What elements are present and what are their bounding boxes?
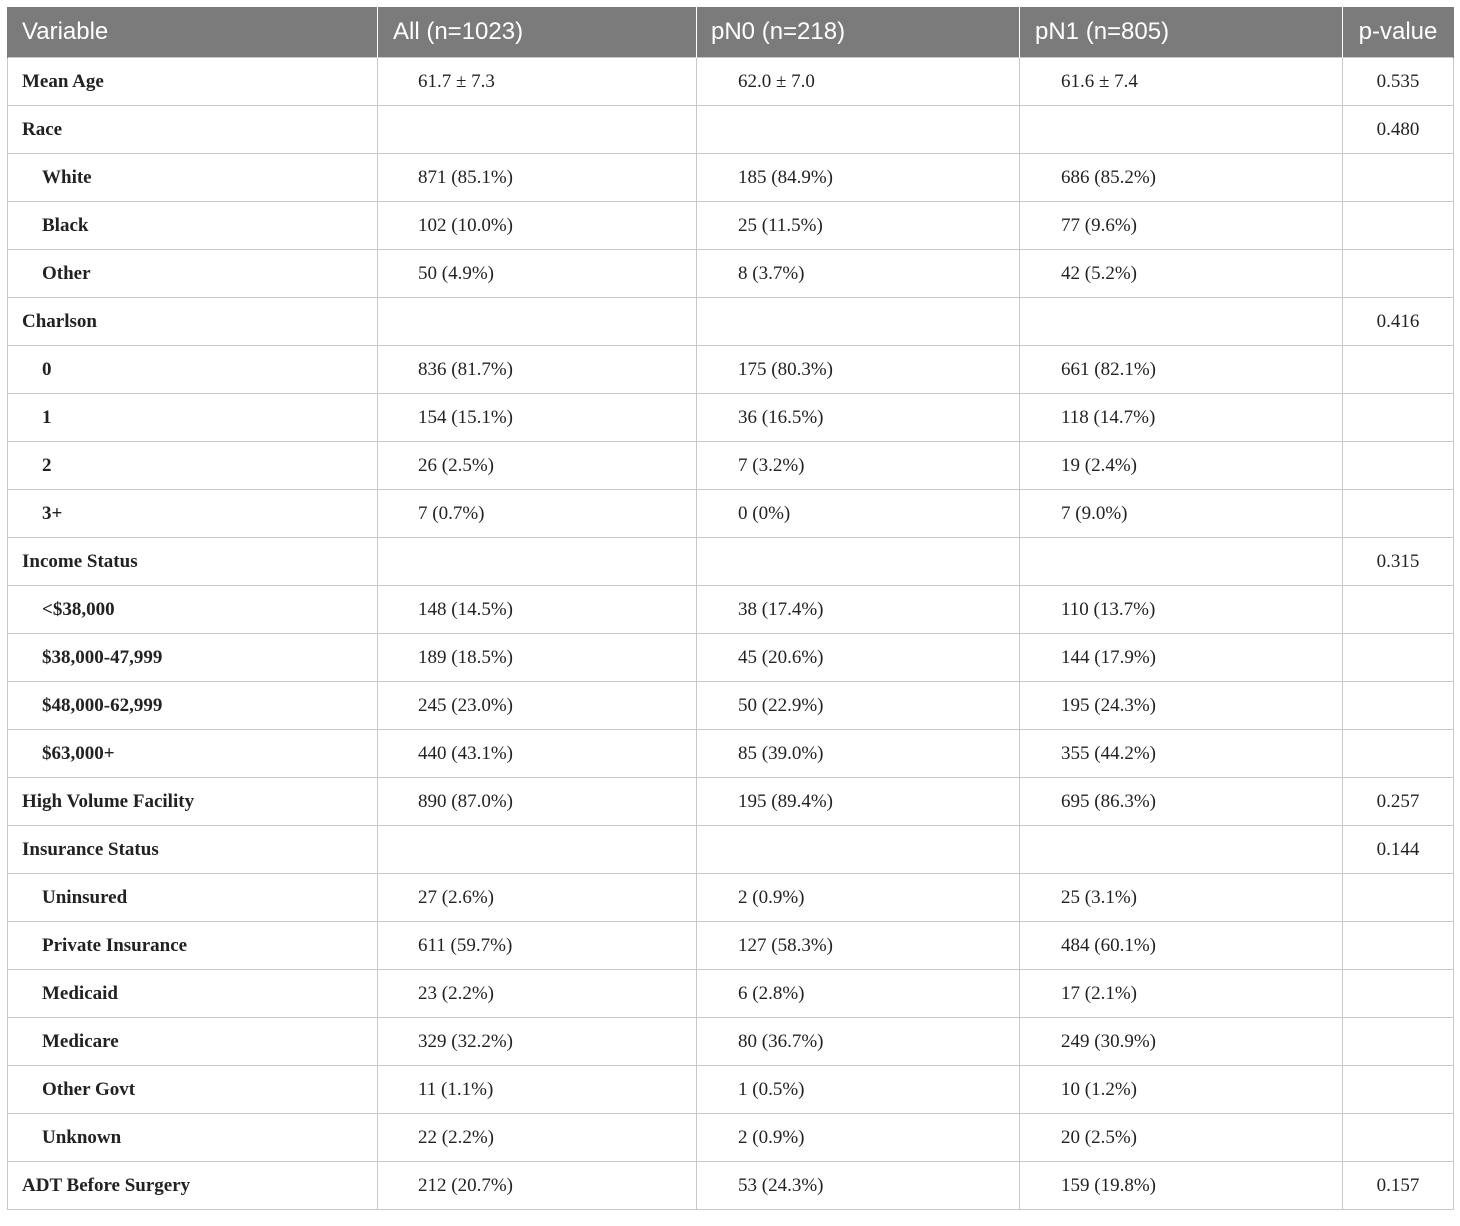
cell-pn1: 110 (13.7%) — [1020, 586, 1343, 634]
cell-p-value: 0.315 — [1343, 538, 1454, 586]
cell-p-value — [1343, 922, 1454, 970]
cell-pn1: 195 (24.3%) — [1020, 682, 1343, 730]
cell-pn0 — [697, 538, 1020, 586]
cell-pn0: 2 (0.9%) — [697, 1114, 1020, 1162]
cell-pn0: 62.0 ± 7.0 — [697, 58, 1020, 106]
table-row — [8, 442, 1454, 490]
cell-variable: Private Insurance — [8, 922, 378, 970]
cell-pn1: 249 (30.9%) — [1020, 1018, 1343, 1066]
table-row — [8, 778, 1454, 826]
cell-all: 890 (87.0%) — [378, 778, 697, 826]
cell-pn1: 118 (14.7%) — [1020, 394, 1343, 442]
cell-variable: Charlson — [8, 298, 378, 346]
cell-pn0: 38 (17.4%) — [697, 586, 1020, 634]
cell-all — [378, 826, 697, 874]
cell-pn1: 20 (2.5%) — [1020, 1114, 1343, 1162]
cell-all: 871 (85.1%) — [378, 154, 697, 202]
cell-pn1: 484 (60.1%) — [1020, 922, 1343, 970]
cell-all: 27 (2.6%) — [378, 874, 697, 922]
cell-pn1: 77 (9.6%) — [1020, 202, 1343, 250]
table-row — [8, 634, 1454, 682]
cell-pn0: 80 (36.7%) — [697, 1018, 1020, 1066]
cell-variable: 0 — [8, 346, 378, 394]
cell-variable: Race — [8, 106, 378, 154]
cell-variable: Income Status — [8, 538, 378, 586]
cell-pn1: 17 (2.1%) — [1020, 970, 1343, 1018]
cell-pn0: 1 (0.5%) — [697, 1066, 1020, 1114]
cell-pn0: 8 (3.7%) — [697, 250, 1020, 298]
cell-variable: 3+ — [8, 490, 378, 538]
cell-variable: $38,000-47,999 — [8, 634, 378, 682]
table-container — [7, 7, 1453, 1210]
cell-variable: Black — [8, 202, 378, 250]
cell-variable: Unknown — [8, 1114, 378, 1162]
cell-pn1: 19 (2.4%) — [1020, 442, 1343, 490]
cell-p-value — [1343, 154, 1454, 202]
table-row — [8, 250, 1454, 298]
table-row — [8, 826, 1454, 874]
cell-all: 7 (0.7%) — [378, 490, 697, 538]
cell-pn1: 144 (17.9%) — [1020, 634, 1343, 682]
table-row — [8, 346, 1454, 394]
cell-all: 26 (2.5%) — [378, 442, 697, 490]
cell-p-value: 0.257 — [1343, 778, 1454, 826]
table-row — [8, 394, 1454, 442]
cell-pn0: 127 (58.3%) — [697, 922, 1020, 970]
cell-p-value — [1343, 874, 1454, 922]
cell-p-value — [1343, 970, 1454, 1018]
cell-pn1 — [1020, 826, 1343, 874]
cell-pn1: 159 (19.8%) — [1020, 1162, 1343, 1210]
cell-pn0 — [697, 298, 1020, 346]
table-row — [8, 1066, 1454, 1114]
cell-pn1: 355 (44.2%) — [1020, 730, 1343, 778]
header-row — [8, 7, 1454, 58]
header-p-value: p-value — [1343, 7, 1454, 58]
table-row — [8, 154, 1454, 202]
table-row — [8, 58, 1454, 106]
table-row — [8, 490, 1454, 538]
cell-all — [378, 106, 697, 154]
cell-pn1: 686 (85.2%) — [1020, 154, 1343, 202]
cell-variable: Other Govt — [8, 1066, 378, 1114]
cell-pn0 — [697, 106, 1020, 154]
cell-all: 50 (4.9%) — [378, 250, 697, 298]
cell-p-value — [1343, 730, 1454, 778]
cell-p-value — [1343, 250, 1454, 298]
cell-p-value — [1343, 202, 1454, 250]
cell-pn0: 53 (24.3%) — [697, 1162, 1020, 1210]
cell-pn1: 10 (1.2%) — [1020, 1066, 1343, 1114]
cell-pn0: 85 (39.0%) — [697, 730, 1020, 778]
cell-variable: $63,000+ — [8, 730, 378, 778]
cell-p-value — [1343, 634, 1454, 682]
table-row — [8, 202, 1454, 250]
cell-pn0: 195 (89.4%) — [697, 778, 1020, 826]
table-row — [8, 1162, 1454, 1210]
cell-p-value — [1343, 394, 1454, 442]
cell-pn0: 36 (16.5%) — [697, 394, 1020, 442]
cell-all: 102 (10.0%) — [378, 202, 697, 250]
table-row — [8, 970, 1454, 1018]
cell-all: 61.7 ± 7.3 — [378, 58, 697, 106]
cell-all: 836 (81.7%) — [378, 346, 697, 394]
cell-pn0: 2 (0.9%) — [697, 874, 1020, 922]
cell-variable: High Volume Facility — [8, 778, 378, 826]
cell-pn1: 7 (9.0%) — [1020, 490, 1343, 538]
cell-pn1 — [1020, 298, 1343, 346]
cell-p-value: 0.416 — [1343, 298, 1454, 346]
cell-all: 440 (43.1%) — [378, 730, 697, 778]
table-row — [8, 586, 1454, 634]
cell-variable: Insurance Status — [8, 826, 378, 874]
cell-variable: Mean Age — [8, 58, 378, 106]
header-pn1: pN1 (n=805) — [1020, 7, 1343, 58]
header-variable: Variable — [8, 7, 378, 58]
cell-pn1 — [1020, 538, 1343, 586]
table-row — [8, 682, 1454, 730]
cell-p-value — [1343, 490, 1454, 538]
table-row — [8, 106, 1454, 154]
table-row — [8, 922, 1454, 970]
cell-variable: White — [8, 154, 378, 202]
cell-all: 22 (2.2%) — [378, 1114, 697, 1162]
cell-p-value: 0.144 — [1343, 826, 1454, 874]
cell-pn0: 6 (2.8%) — [697, 970, 1020, 1018]
cell-all — [378, 298, 697, 346]
cell-variable: 1 — [8, 394, 378, 442]
cell-p-value — [1343, 682, 1454, 730]
cell-pn0: 45 (20.6%) — [697, 634, 1020, 682]
table-row — [8, 1114, 1454, 1162]
cell-pn1: 61.6 ± 7.4 — [1020, 58, 1343, 106]
cell-pn0 — [697, 826, 1020, 874]
header-all: All (n=1023) — [378, 7, 697, 58]
cell-all: 212 (20.7%) — [378, 1162, 697, 1210]
cell-p-value: 0.157 — [1343, 1162, 1454, 1210]
cell-pn1: 695 (86.3%) — [1020, 778, 1343, 826]
cell-all: 329 (32.2%) — [378, 1018, 697, 1066]
cell-variable: Uninsured — [8, 874, 378, 922]
cell-variable: Other — [8, 250, 378, 298]
cell-variable: <$38,000 — [8, 586, 378, 634]
table-row — [8, 1018, 1454, 1066]
cell-p-value — [1343, 586, 1454, 634]
cell-p-value — [1343, 1066, 1454, 1114]
cell-variable: ADT Before Surgery — [8, 1162, 378, 1210]
cell-variable: $48,000-62,999 — [8, 682, 378, 730]
table-row — [8, 874, 1454, 922]
cell-pn1: 42 (5.2%) — [1020, 250, 1343, 298]
cell-pn1: 25 (3.1%) — [1020, 874, 1343, 922]
cell-all: 245 (23.0%) — [378, 682, 697, 730]
cell-variable: Medicare — [8, 1018, 378, 1066]
cell-all: 11 (1.1%) — [378, 1066, 697, 1114]
cell-pn0: 50 (22.9%) — [697, 682, 1020, 730]
table-body — [8, 58, 1454, 1210]
data-table — [7, 7, 1454, 1210]
cell-pn0: 7 (3.2%) — [697, 442, 1020, 490]
cell-p-value — [1343, 442, 1454, 490]
cell-all: 611 (59.7%) — [378, 922, 697, 970]
cell-variable: Medicaid — [8, 970, 378, 1018]
cell-p-value — [1343, 1114, 1454, 1162]
table-row — [8, 298, 1454, 346]
cell-pn0: 0 (0%) — [697, 490, 1020, 538]
cell-all: 148 (14.5%) — [378, 586, 697, 634]
cell-pn0: 175 (80.3%) — [697, 346, 1020, 394]
cell-p-value — [1343, 1018, 1454, 1066]
cell-pn1: 661 (82.1%) — [1020, 346, 1343, 394]
cell-all: 154 (15.1%) — [378, 394, 697, 442]
cell-p-value — [1343, 346, 1454, 394]
cell-all — [378, 538, 697, 586]
cell-pn0: 25 (11.5%) — [697, 202, 1020, 250]
header-pn0: pN0 (n=218) — [697, 7, 1020, 58]
cell-pn0: 185 (84.9%) — [697, 154, 1020, 202]
cell-all: 189 (18.5%) — [378, 634, 697, 682]
cell-p-value: 0.480 — [1343, 106, 1454, 154]
table-row — [8, 730, 1454, 778]
cell-all: 23 (2.2%) — [378, 970, 697, 1018]
table-row — [8, 538, 1454, 586]
cell-variable: 2 — [8, 442, 378, 490]
cell-pn1 — [1020, 106, 1343, 154]
cell-p-value: 0.535 — [1343, 58, 1454, 106]
